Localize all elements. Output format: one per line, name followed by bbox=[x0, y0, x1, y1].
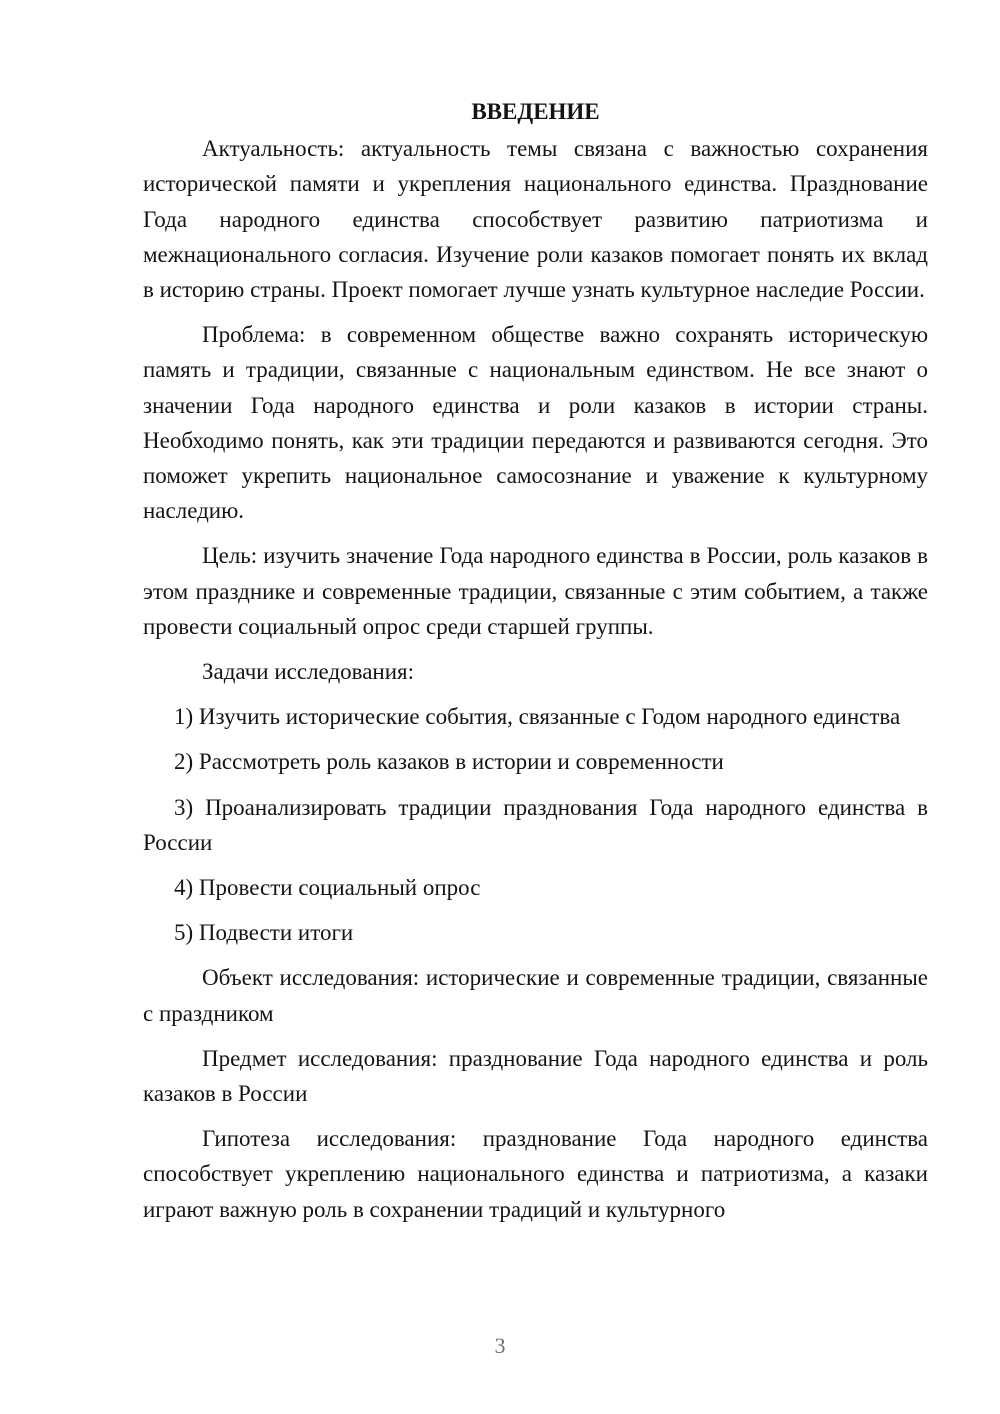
relevance-paragraph: Актуальность: актуальность темы связана с важностью сохранения исторической памяти и укрепления национального единства. Празднование Года народного единства способствует развитию патриотизма и межнационального согласия. Изучение роли казаков помогает понять их вклад в историю страны. Проект помогает лучше узнать культурное наследие России. bbox=[143, 136, 928, 303]
task-item-4: 4) Провести социальный опрос bbox=[174, 875, 481, 901]
hypothesis-paragraph: Гипотеза исследования: празднование Года народного единства способствует укреплению национального единства и патриотизма, а казаки играют важную роль в сохранении традиций и культурного bbox=[143, 1126, 928, 1222]
subject-paragraph: Предмет исследования: празднование Года народного единства и роль казаков в России bbox=[143, 1045, 928, 1107]
task-item-5: 5) Подвести итоги bbox=[174, 920, 354, 946]
object-paragraph: Объект исследования: исторические и современные традиции, связанные с праздником bbox=[143, 965, 928, 1026]
page-content bbox=[143, 94, 928, 1237]
task-item-1: 1) Изучить исторические события, связанные с Годом народного единства bbox=[174, 704, 901, 730]
page-number: 3 bbox=[494, 1333, 506, 1358]
task-item-3: 3) Проанализировать традиции празднования Года народного единства в России bbox=[143, 794, 928, 855]
problem-paragraph: Проблема: в современном обществе важно сохранять историческую память и традиции, связанные с национальным единством. Не все знают о значении Года народного единства и роли казаков в истории страны. Необходимо понять, как эти традиции передаются и развиваются сегодня. Это поможет укрепить национальное самосознание и уважение к культурному наследию. bbox=[143, 322, 928, 524]
tasks-heading: Задачи исследования: bbox=[202, 659, 415, 685]
section-title: ВВЕДЕНИЕ bbox=[471, 99, 600, 124]
goal-paragraph: Цель: изучить значение Года народного единства в России, роль казаков в этом празднике и современные традиции, связанные с этим событием, а также провести социальный опрос среди старшей группы. bbox=[143, 543, 928, 639]
task-item-2: 2) Рассмотреть роль казаков в истории и современности bbox=[174, 749, 724, 775]
